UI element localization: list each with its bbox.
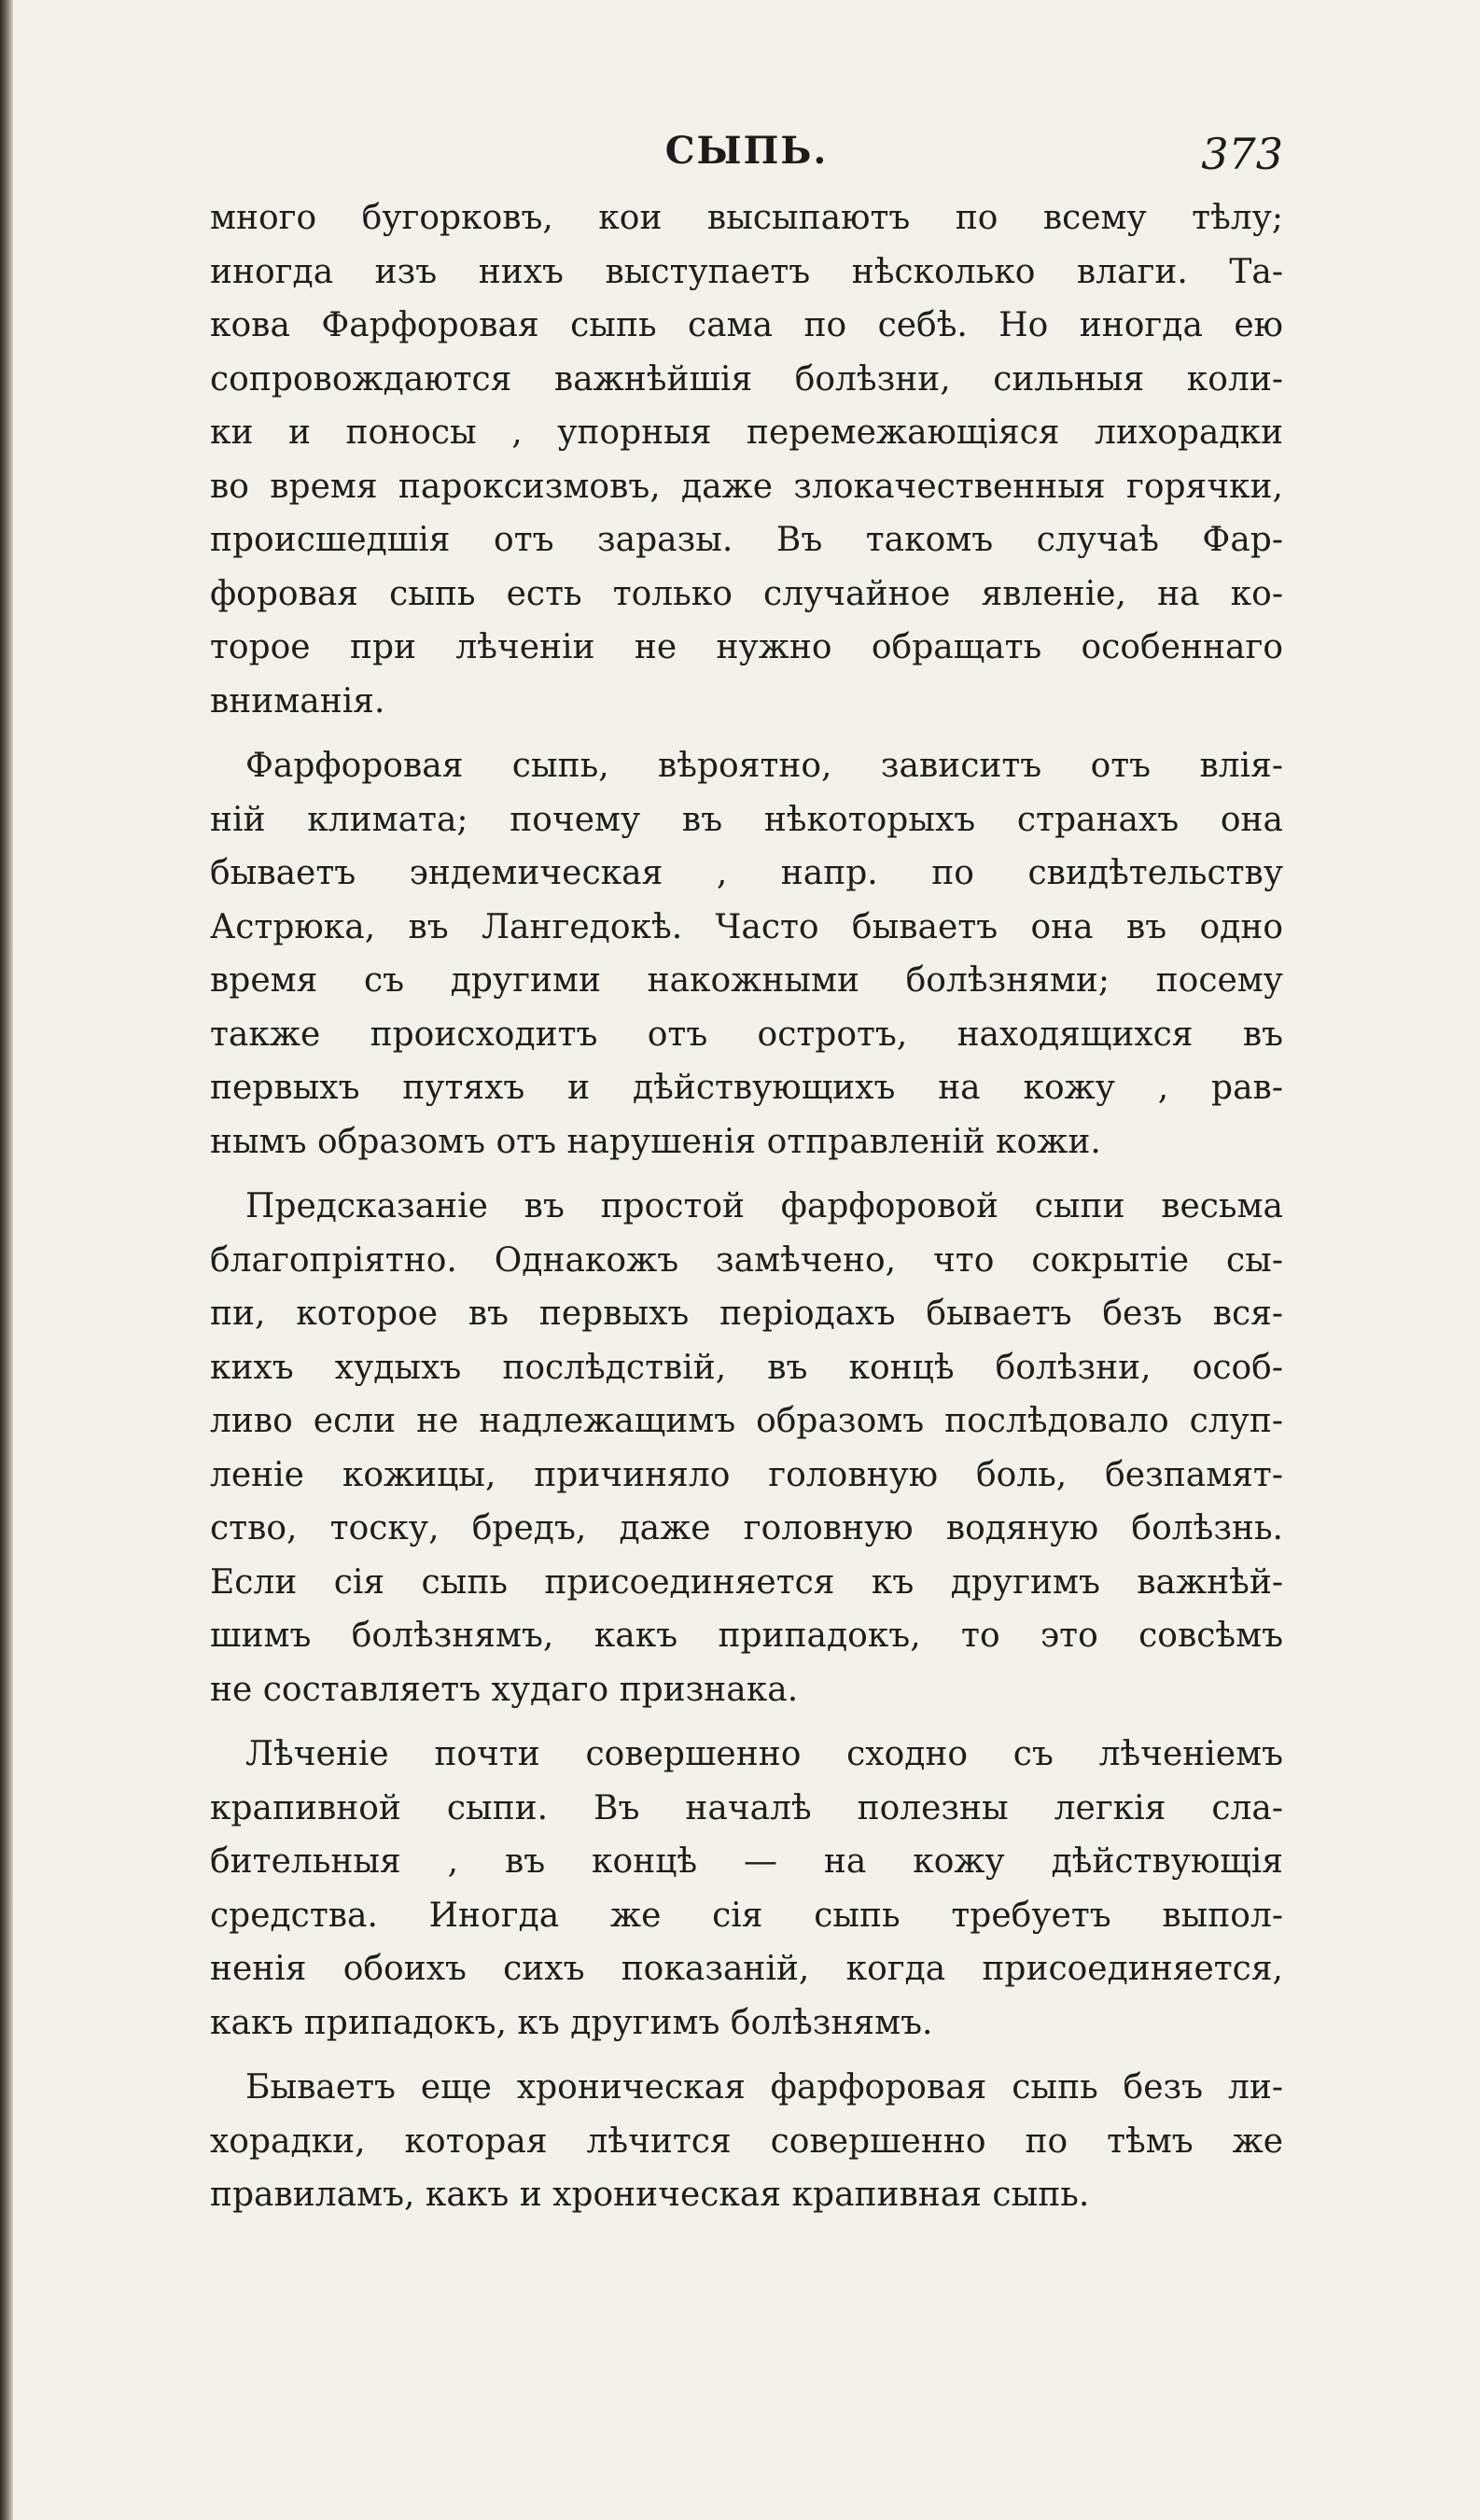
paragraph-1 — [210, 191, 1283, 728]
text-line: сопровождаются важнѣйшія болѣзни, сильныя коли- — [210, 359, 1283, 399]
text-line: средства. Иногда же сія сыпь требуетъ выпол- — [210, 1896, 1283, 1935]
paragraph-5 — [210, 2061, 1283, 2222]
text-line: кова Фарфоровая сыпь сама по себѣ. Но иногда ею — [210, 306, 1283, 344]
text-line: торое при лѣченіи не нужно обращать особеннаго — [210, 628, 1283, 666]
text-line: шимъ болѣзнямъ, какъ припадокъ, то это совсѣмъ — [210, 1617, 1283, 1655]
text-line: Лѣченіе почти совершенно сходно съ лѣченіемъ — [245, 1735, 1283, 1773]
text-line: ство, тоску, бредъ, даже головную водяную болѣзнь. — [210, 1509, 1283, 1547]
text-line: вниманія. — [210, 681, 385, 721]
text-line: благопріятно. Однакожъ замѣчено, что сокрытіе сы- — [210, 1240, 1283, 1280]
text-line: Астрюка, въ Лангедокѣ. Часто бываетъ она въ одно — [210, 907, 1283, 946]
text-line: форовая сыпь есть только случайное явленіе, на ко- — [210, 574, 1283, 613]
paragraph-2 — [210, 739, 1283, 1169]
text-line: пи, которое въ первыхъ періодахъ бываетъ безъ вся- — [210, 1295, 1283, 1333]
text-line: бительныя , въ концѣ — на кожу дѣйствующія — [210, 1842, 1283, 1881]
text-line: Бываетъ еще хроническая фарфоровая сыпь безъ ли- — [245, 2068, 1283, 2107]
text-line: Фарфоровая сыпь, вѣроятно, зависитъ отъ влія- — [245, 747, 1283, 785]
text-line: Если сія сыпь присоединяется къ другимъ важнѣй- — [210, 1562, 1283, 1602]
text-line: происшедшія отъ заразы. Въ такомъ случаѣ Фар- — [210, 521, 1283, 559]
running-head: СЫПЬ. — [664, 129, 829, 173]
text-line: Предсказаніе въ простой фарфоровой сыпи весьма — [245, 1187, 1283, 1225]
text-line: нымъ образомъ отъ нарушенія отправленій кожи. — [210, 1122, 1101, 1161]
paragraph-3 — [210, 1180, 1283, 1716]
text-line: иногда изъ нихъ выступаетъ нѣсколько влаги. Та- — [210, 252, 1283, 291]
text-line: первыхъ путяхъ и дѣйствующихъ на кожу , рав- — [210, 1069, 1283, 1107]
text-line: не составляетъ худаго признака. — [210, 1670, 799, 1709]
text-line: во время пароксизмовъ, даже злокачественныя горячки, — [210, 467, 1283, 506]
text-line: хорадки, которая лѣчится совершенно по тѣмъ же — [210, 2121, 1283, 2161]
text-line: время съ другими накожными болѣзнями; посему — [210, 961, 1283, 1000]
text-line: ненія обоихъ сихъ показаній, когда присоединяется, — [210, 1950, 1283, 1988]
text-line: ній климата; почему въ нѣкоторыхъ странахъ она — [210, 800, 1283, 839]
text-line: ливо если не надлежащимъ образомъ послѣдовало слуп- — [210, 1402, 1283, 1440]
text-line: также происходитъ отъ остротъ, находящихся въ — [210, 1015, 1283, 1054]
page-binding-edge — [0, 0, 13, 2520]
text-line: ки и поносы , упорныя перемежающіяся лихорадки — [210, 413, 1283, 452]
page-number: 373 — [1201, 129, 1283, 179]
page-header — [210, 129, 1283, 185]
text-line: кихъ худыхъ послѣдствій, въ концѣ болѣзни, особ- — [210, 1348, 1283, 1387]
text-line: правиламъ, какъ и хроническая крапивная сыпь. — [210, 2176, 1090, 2214]
paragraph-4 — [210, 1728, 1283, 2050]
text-line: какъ припадокъ, къ другимъ болѣзнямъ. — [210, 2003, 933, 2042]
body-text — [210, 191, 1283, 2233]
text-line: крапивной сыпи. Въ началѣ полезны легкія сла- — [210, 1788, 1283, 1827]
text-line: бываетъ эндемическая , напр. по свидѣтельству — [210, 854, 1283, 892]
text-line: леніе кожицы, причиняло головную боль, безпамят- — [210, 1455, 1283, 1494]
text-line: много бугорковъ, кои высыпаютъ по всему тѣлу; — [210, 199, 1283, 237]
